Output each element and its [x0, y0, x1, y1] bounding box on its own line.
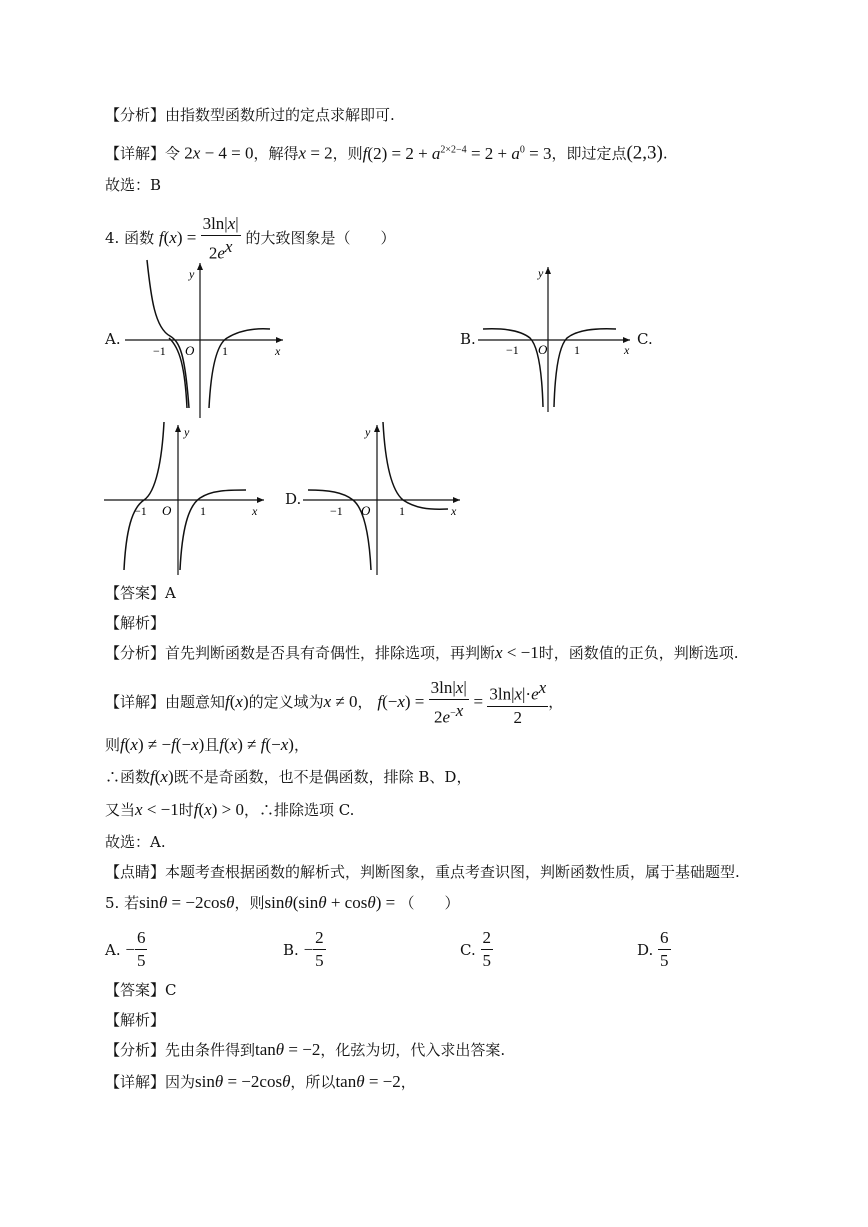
detail-q4: 【详解】由题意知f(x)的定义域为x ≠ 0， f(−x) = $\frac{3\ln|x|}{2e^{-x}}$ = $\frac{3\ln|x|\cdot e^x}{2}$ ， — [105, 678, 564, 727]
svg-text:1: 1 — [222, 344, 228, 358]
svg-text:y: y — [365, 425, 371, 439]
svg-text:1: 1 — [399, 504, 405, 518]
svg-text:x: x — [252, 504, 258, 518]
option-b-label[interactable]: B. — [460, 330, 476, 348]
svg-text:O: O — [185, 343, 195, 358]
jiexi-q5: 【解析】 — [105, 1011, 166, 1029]
detail-q5: 【详解】因为sinθ = −2cosθ，所以tanθ = −2， — [105, 1072, 416, 1091]
analysis-q5: 【分析】先由条件得到tanθ = −2，化弦为切，代入求出答案. — [105, 1040, 506, 1059]
q5-option-d[interactable]: D. $\frac{6}{5}$ — [637, 928, 669, 970]
svg-text:x: x — [624, 343, 630, 357]
answer-q4: 【答案】A — [105, 584, 176, 602]
svg-text:y: y — [538, 266, 544, 280]
svg-text:−1: −1 — [134, 504, 147, 518]
svg-text:−1: −1 — [330, 504, 343, 518]
svg-text:y: y — [184, 425, 190, 439]
option-c-label[interactable]: C. — [637, 330, 653, 348]
answer-q5: 【答案】C — [105, 981, 177, 999]
svg-text:x: x — [451, 504, 457, 518]
svg-text:−1: −1 — [153, 344, 166, 358]
question-4: 4. 函数 f(x) = $\frac{3\ln|x|}{2e^x}$ 的大致图象是（ ） — [105, 214, 396, 263]
q5-option-c[interactable]: C. $\frac{2}{5}$ — [460, 928, 491, 970]
svg-text:O: O — [538, 342, 548, 357]
q5-option-a[interactable]: A. − $\frac{6}{5}$ — [105, 928, 146, 970]
choose-line-q3: 故选：B — [105, 176, 162, 194]
youdang-line-q4: 又当x < −1时f(x) > 0，∴排除选项 C. — [105, 800, 355, 819]
svg-text:−1: −1 — [506, 343, 519, 357]
svg-text:1: 1 — [574, 343, 580, 357]
analysis-q4: 【分析】首先判断函数是否具有奇偶性，排除选项，再判断x < −1时，函数值的正负，判断选项. — [105, 643, 739, 662]
svg-text:O: O — [361, 503, 371, 518]
question-5: 5. 若sinθ = −2cosθ，则sinθ(sinθ + cosθ) = （ ） — [105, 893, 460, 912]
svg-text:x: x — [275, 344, 281, 358]
detail-line-q3: 【详解】令 2x − 4 = 0，解得x = 2，则$f(2) = 2 + a^{2\times 2-4} = 2 + a^0 = 3$，即过定点(2,3). — [105, 142, 668, 164]
jiexi-q4: 【解析】 — [105, 614, 166, 632]
suoyi-line-q4: ∴函数f(x)既不是奇函数，也不是偶函数，排除 B、D， — [105, 767, 472, 786]
q5-options — [105, 927, 805, 971]
svg-text:1: 1 — [200, 504, 206, 518]
choose-q4: 故选：A. — [105, 833, 166, 851]
graph-option-d — [303, 420, 468, 575]
dianjing-q4: 【点睛】本题考查根据函数的解析式，判断图象，重点考查识图，判断函数性质，属于基础题型. — [105, 863, 740, 881]
graph-option-a — [125, 258, 295, 418]
q5-option-b[interactable]: B. − $\frac{2}{5}$ — [283, 928, 324, 970]
graph-option-c — [104, 420, 274, 575]
option-a-label[interactable]: A. — [105, 330, 121, 348]
svg-text:O: O — [162, 503, 172, 518]
svg-text:y: y — [189, 267, 195, 281]
ze-line-q4: 则f(x) ≠ −f(−x)且f(x) ≠ f(−x)， — [105, 735, 309, 754]
graph-option-b — [478, 262, 638, 412]
option-d-label[interactable]: D. — [285, 490, 302, 508]
analysis-line-q3: 【分析】由指数型函数所过的定点求解即可. — [105, 106, 395, 124]
